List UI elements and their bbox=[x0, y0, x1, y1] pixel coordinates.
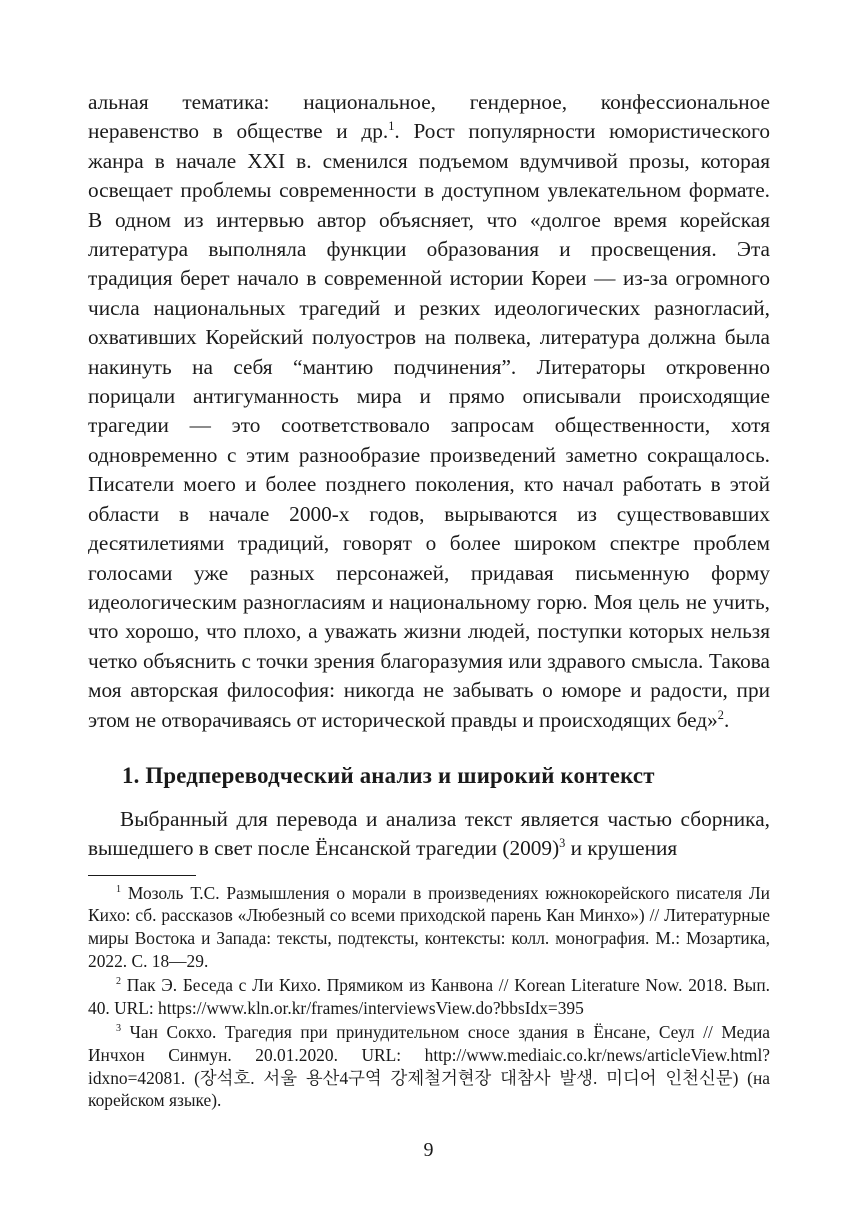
footnote-marker-3: 3 bbox=[116, 1023, 122, 1035]
footnote-1-text: Мозоль Т.С. Размышления о морали в произведениях южнокорейского писателя Ли Кихо: сб. рассказов «Любезный со всеми приходской парень Кан Минхо») // Литературные миры Востока и Запада: тексты, подтексты, контексты: колл. монография. М.: Мозартика, 2022. С. 18—29. bbox=[88, 882, 770, 971]
paragraph-2-text-a: Выбранный для перевода и анализа текст является частью сборника, вышедшего в свет после Ёнсанской трагедии (2009) bbox=[88, 806, 770, 861]
footnote-2 bbox=[88, 974, 770, 1019]
footnote-ref-1[interactable]: 1 bbox=[388, 119, 395, 134]
paragraph-1-text-c: . bbox=[723, 707, 730, 732]
footnote-marker-2: 2 bbox=[116, 976, 122, 988]
paragraph-2-text-b: и крушения bbox=[565, 836, 678, 861]
footnote-2-text: Пак Э. Беседа с Ли Кихо. Прямиком из Канвона // Korean Literature Now. 2018. Вып. 40. URL: https://www.kln.or.kr/frames/interviewsView.do?bbsIdx=395 bbox=[88, 975, 770, 1018]
body-paragraph-1 bbox=[88, 88, 770, 735]
footnote-1 bbox=[88, 882, 770, 972]
footnote-divider bbox=[88, 875, 196, 876]
footnote-ref-2[interactable]: 2 bbox=[717, 707, 724, 722]
footnote-3-text: Чан Сокхо. Трагедия при принудительном сносе здания в Ёнсане, Сеул // Медиа Инчхон Синмун. 20.01.2020. URL: http://www.mediaic.co.kr/news/articleView.html?idxno=42081. (장석호. 서울 용산4구역 강제철거현장 대참사 발생. 미디어 인천신문) (на корейском языке). bbox=[88, 1022, 770, 1111]
footnote-3 bbox=[88, 1021, 770, 1111]
page-number: 9 bbox=[423, 1139, 434, 1161]
paragraph-1-text-b: . Рост популярности юмористического жанра в начале XXI в. сменился подъемом вдумчивой прозы, которая освещает проблемы современности в доступном увлекательном формате. В одном из интервью автор объясняет, что «долгое время корейская литература выполняла функции образования и просвещения. Эта традиция берет начало в современной истории Кореи — из-за огромного числа национальных трагедий и резких идеологических разногласий, охвативших Корейский полуостров на полвека, литература должна была накинуть на себя “мантию подчинения”. Литераторы откровенно порицали антигуманность мира и прямо описывали происходящие трагедии — это соответствовало запросам общественности, хотя одновременно с этим разнообразие произведений заметно сокращалось. Писатели моего и более позднего поколения, кто начал работать в этой области в начале 2000-х годов, вырываются из существовавших десятилетиями традиций, говорят о более широком спектре проблем голосами уже разных персонажей, придавая письменную форму идеологическим разногласиям и национальному горю. Моя цель не учить, что хорошо, что плохо, а уважать жизни людей, поступки которых нельзя четко объяснить с точки зрения благоразумия или здравого смысла. Такова моя авторская философия: никогда не забывать о юморе и радости, при этом не отворачиваясь от исторической правды и происходящих бед» bbox=[88, 119, 770, 732]
footnote-ref-3[interactable]: 3 bbox=[559, 836, 566, 851]
footnote-marker-1: 1 bbox=[116, 883, 122, 895]
section-heading: 1. Предпереводческий анализ и широкий контекст bbox=[122, 762, 655, 788]
page-content bbox=[88, 88, 770, 1112]
body-paragraph-2 bbox=[88, 805, 770, 864]
paragraph-1-text-a: альная тематика: национальное, гендерное, конфессиональное неравенство в обществе и др. bbox=[88, 90, 770, 144]
